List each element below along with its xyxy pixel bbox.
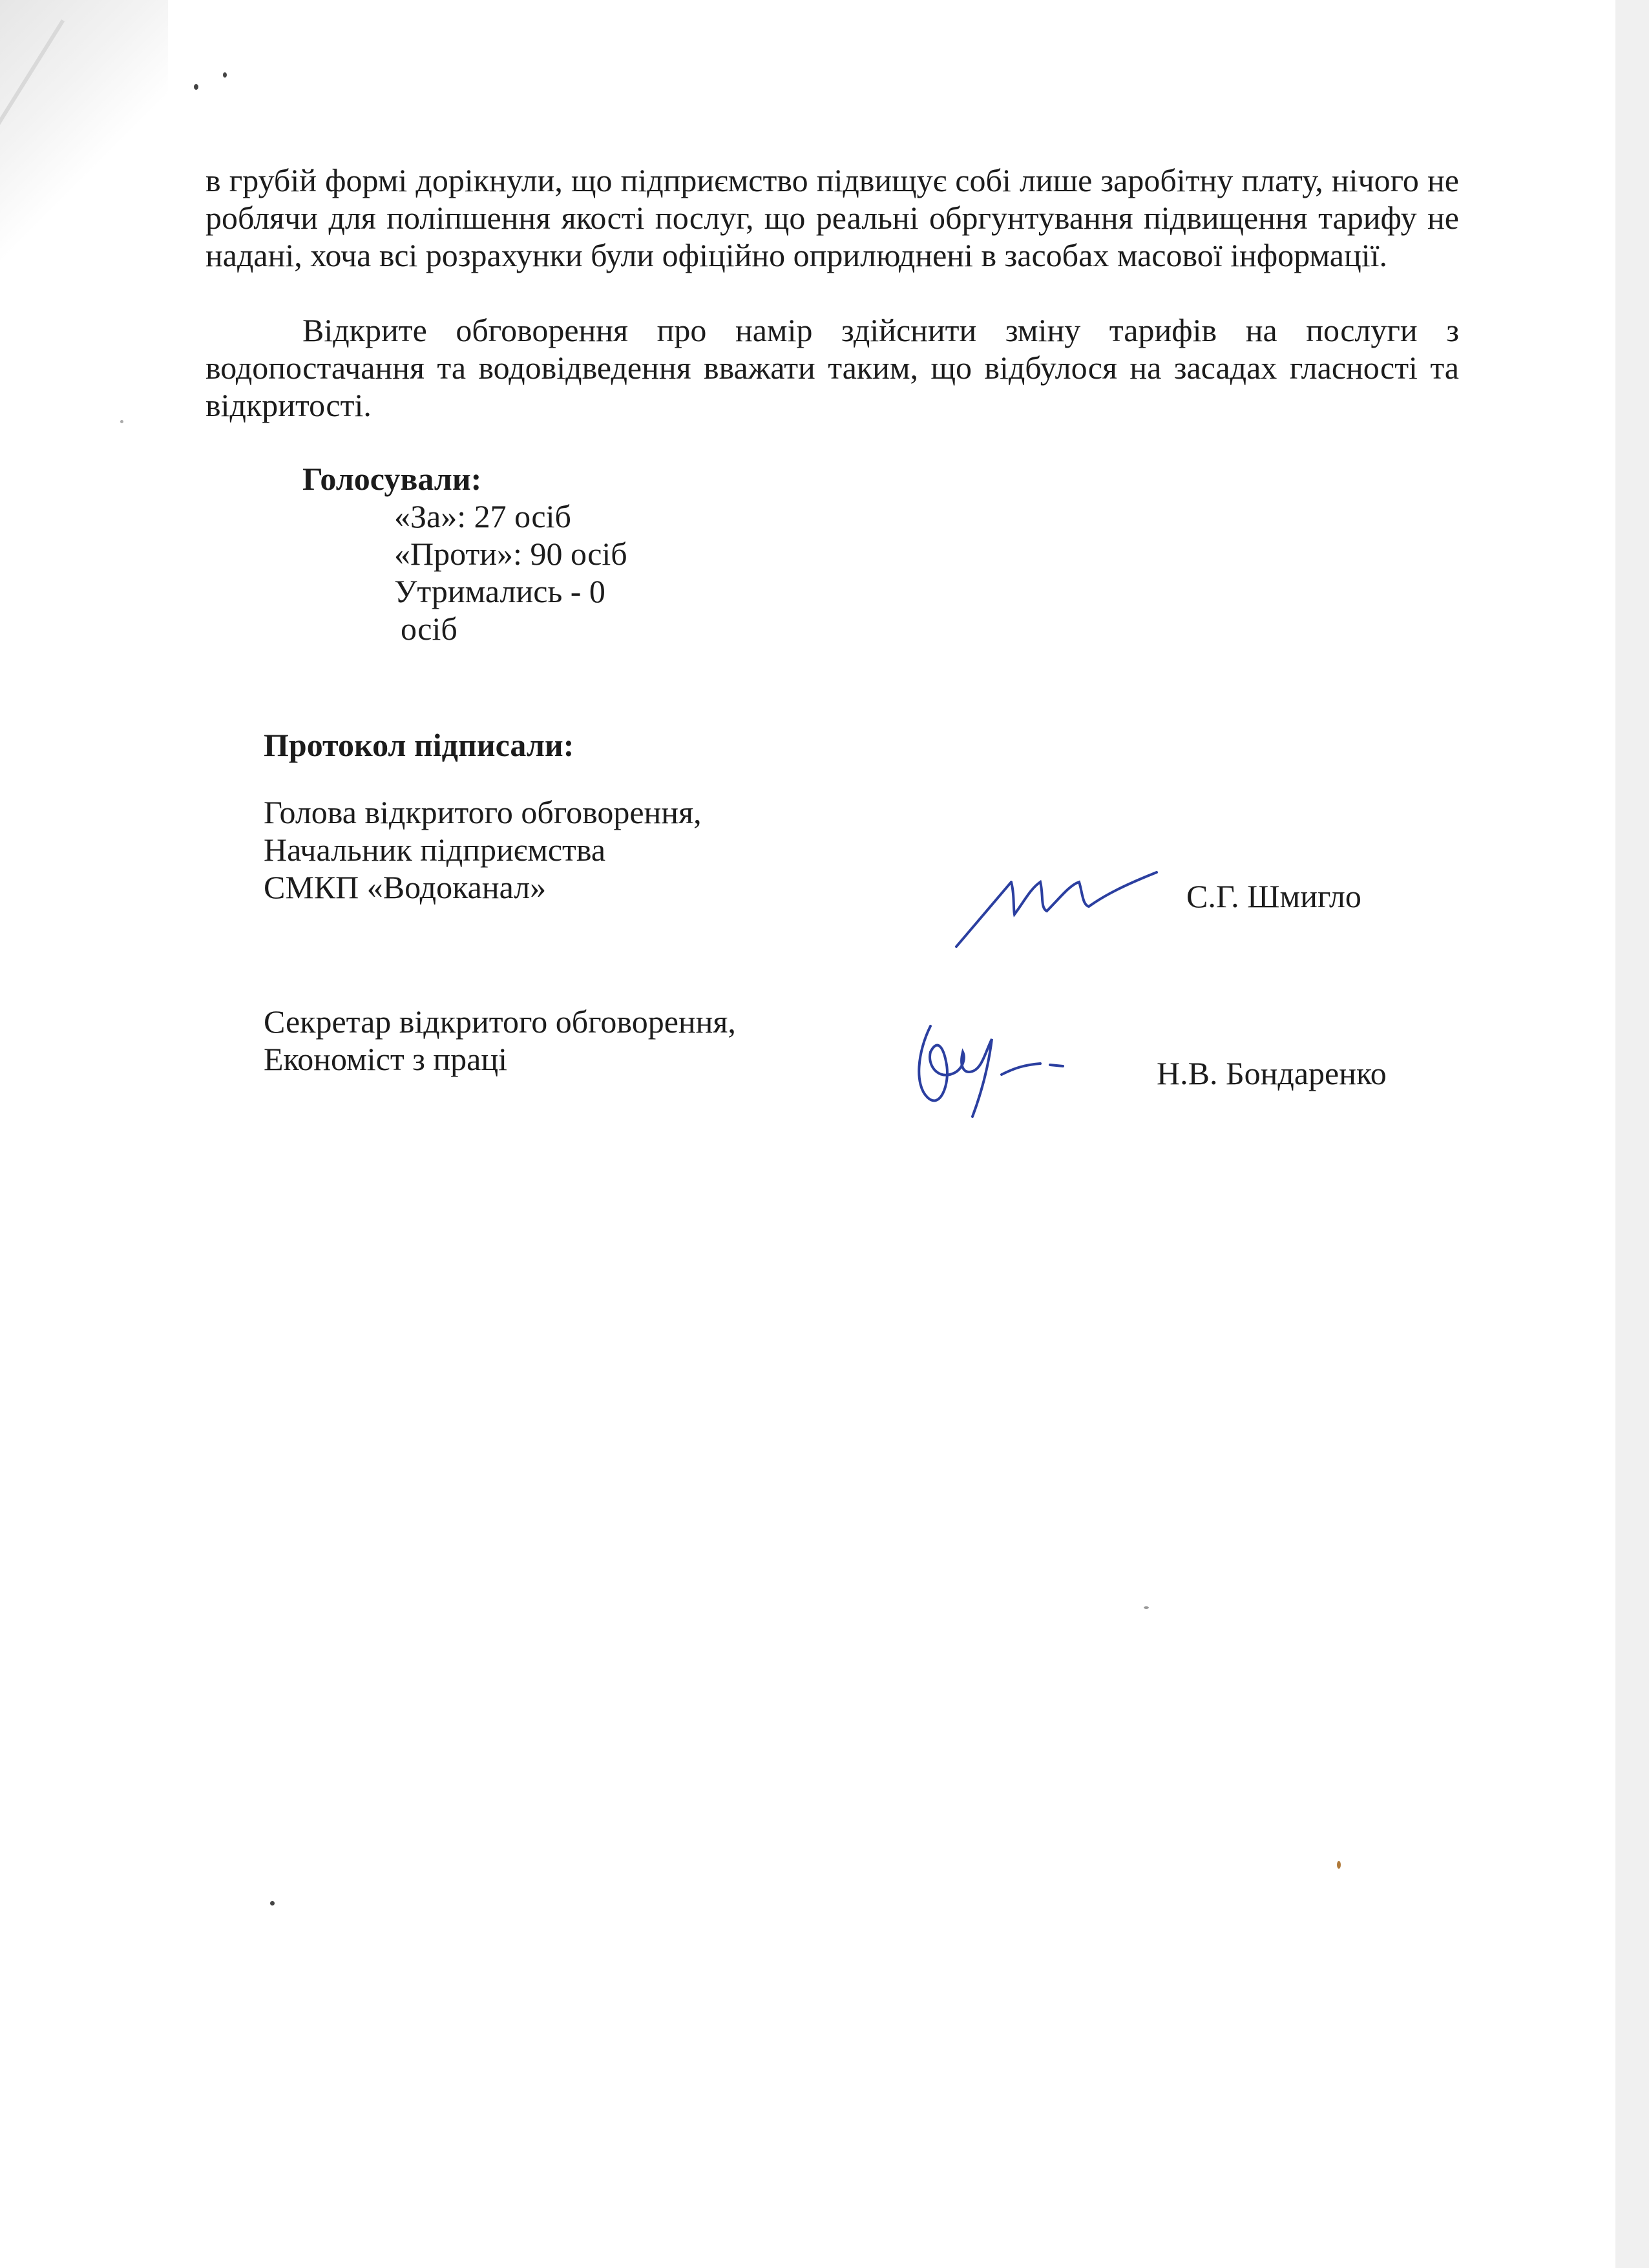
chair-role-line: Начальник підприємства <box>264 832 606 868</box>
signatures-heading: Протокол підписали: <box>264 727 574 763</box>
scan-page-edge <box>1615 0 1649 2268</box>
secretary-signature <box>911 1013 1079 1123</box>
chair-name: С.Г. Шмигло <box>1186 878 1361 914</box>
scan-shadow <box>0 0 168 271</box>
scan-speck <box>1144 1606 1149 1609</box>
scan-speck <box>194 84 198 90</box>
scan-speck <box>120 420 123 423</box>
secretary-role-line: Економіст з праці <box>264 1041 508 1077</box>
chair-role-line: СМКП «Водоканал» <box>264 869 547 905</box>
secretary-role-line: Секретар відкритого обговорення, <box>264 1003 736 1040</box>
secretary-role <box>264 1003 736 1078</box>
scan-speck <box>270 1901 275 1906</box>
voting-title: Голосували: <box>302 461 482 497</box>
chair-signature <box>950 856 1163 953</box>
paragraph-complaint: в грубій формі дорікнули, що підприємство підвищує собі лише заробітну плату, нічого не роблячи для поліпшення якості послуг, що реальні обргунтування підвищення тарифу не надані, хоча всі розрахунки були офіційно оприлюднені в засобах масової інформації. <box>205 162 1459 273</box>
vote-against: «Проти»: 90 осіб <box>394 536 627 572</box>
vote-for: «За»: 27 осіб <box>394 498 571 534</box>
vote-abstained-unit: осіб <box>401 611 457 647</box>
paragraph-conclusion: Відкрите обговорення про намір здійснити зміну тарифів на послуги з водопостачання та водовідведення вважати таким, що відбулося на засадах гласності та відкритості. <box>205 312 1459 423</box>
chair-role <box>264 793 702 906</box>
scan-speck <box>1337 1861 1341 1869</box>
vote-abstained: Утримались - 0 <box>394 573 605 609</box>
scan-speck <box>223 72 227 78</box>
secretary-name: Н.В. Бондаренко <box>1157 1055 1387 1091</box>
chair-role-line: Голова відкритого обговорення, <box>264 794 702 830</box>
